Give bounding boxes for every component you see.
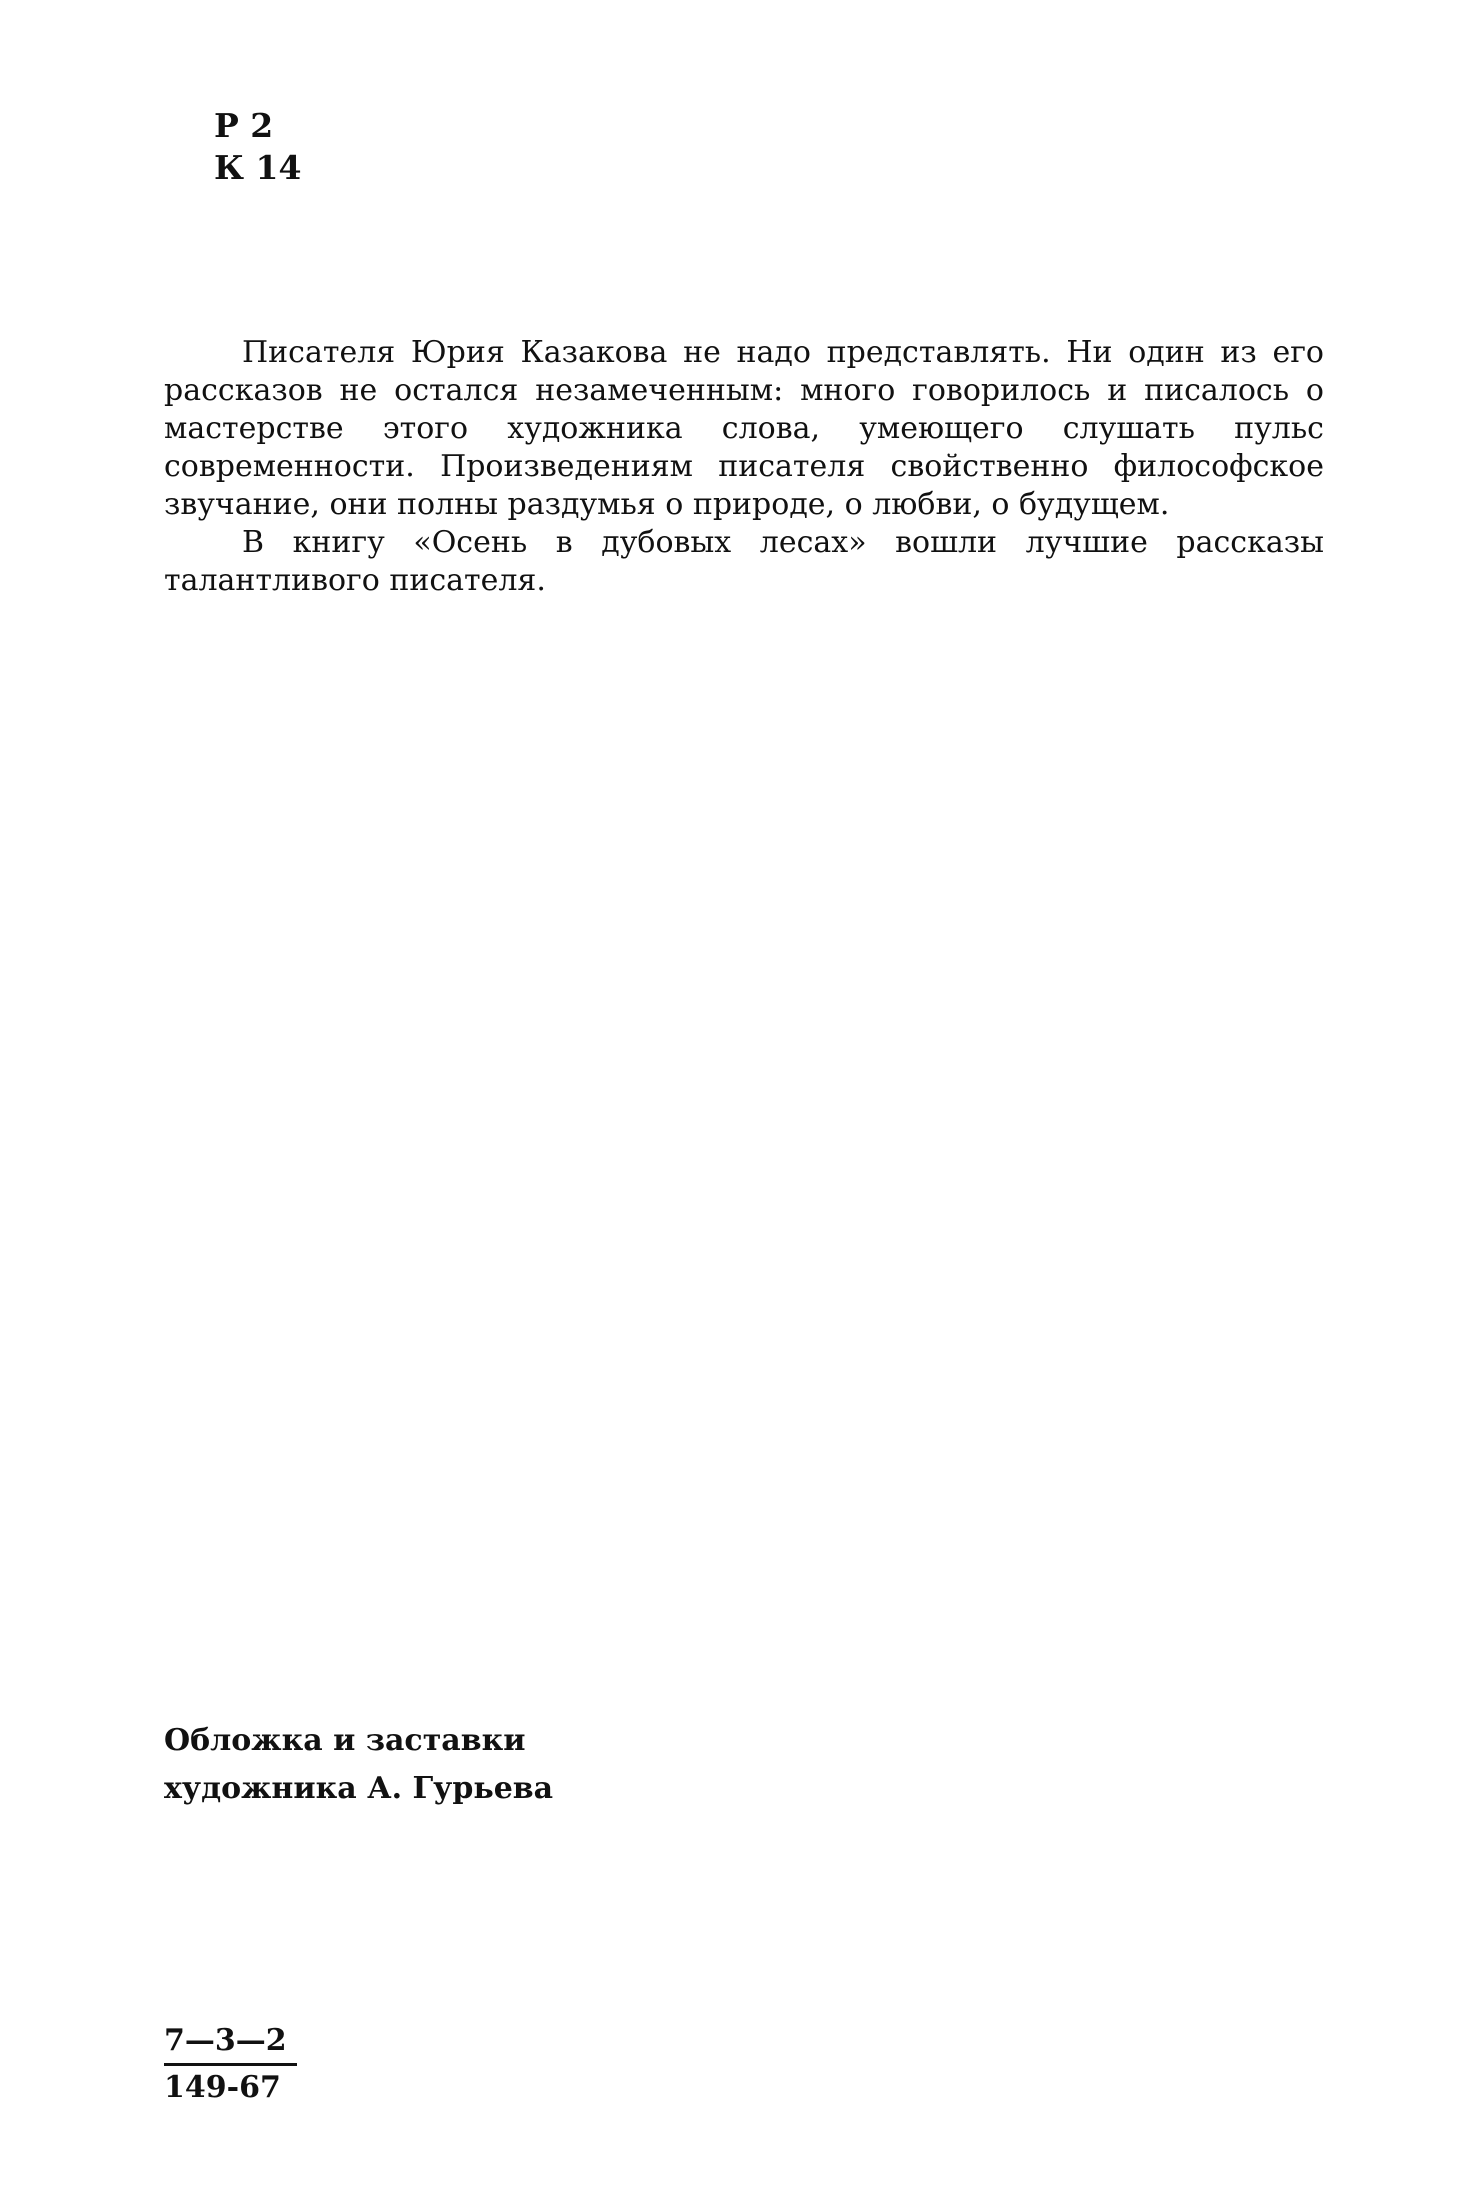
- classification-line-2: К 14: [214, 148, 302, 187]
- annotation-text: [164, 334, 1324, 600]
- credits-line-2: художника А. Гурьева: [164, 1771, 554, 1806]
- annotation-paragraph-2: В книгу «Осень в дубовых лесах» вошли лучшие рассказы талантливого писателя.: [164, 525, 1324, 598]
- illustrator-credits: [164, 1717, 553, 1813]
- classification-line-1: Р 2: [214, 106, 274, 145]
- code-numerator: 7—3—2: [164, 2022, 297, 2066]
- publication-code: [164, 2022, 297, 2107]
- credits-line-1: Обложка и заставки: [164, 1723, 526, 1758]
- annotation-paragraph-1: Писателя Юрия Казакова не надо представлять. Ни один из его рассказов не остался незамеченным: много говорилось и писалось о мастерстве этого художника слова, умеющего слушать пульс современности. Произведениям писателя свойственно философское звучание, они полны раздумья о природе, о любви, о будущем.: [164, 335, 1324, 522]
- classification-index: [214, 105, 301, 189]
- code-denominator: 149-67: [164, 2070, 281, 2105]
